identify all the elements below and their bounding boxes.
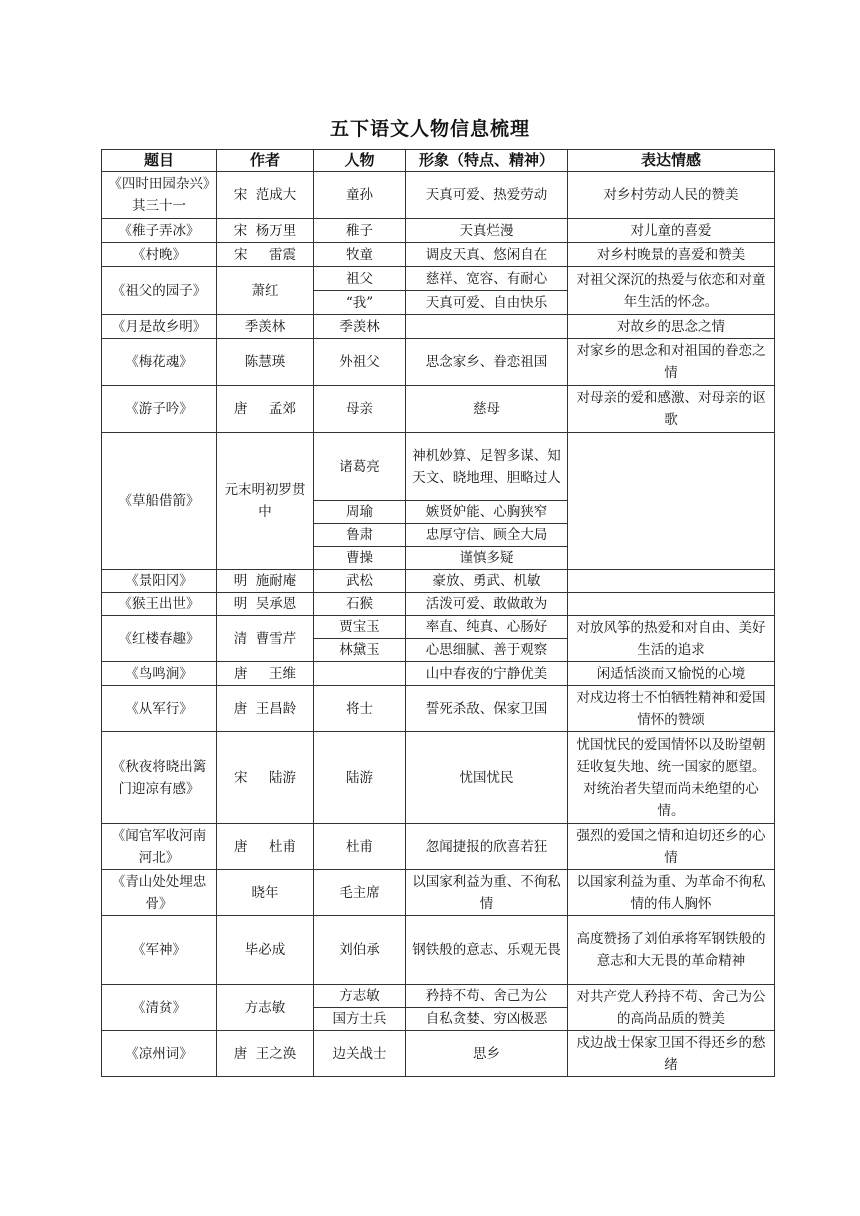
cell-emotion: 对放风筝的热爱和对自由、美好生活的追求: [568, 616, 775, 662]
cell-author: 宋 范成大: [217, 172, 314, 219]
table-row: [102, 824, 775, 870]
cell-emotion: 对乡村晚景的喜爱和赞美: [568, 243, 775, 267]
cell-image: 天真可爱、热爱劳动: [406, 172, 568, 219]
cell-emotion: [568, 433, 775, 570]
cell-person: 毛主席: [314, 870, 406, 916]
cell-person: 祖父: [314, 267, 406, 291]
cell-image: 思乡: [406, 1031, 568, 1077]
page-title: 五下语文人物信息梳理: [329, 118, 530, 140]
cell-person: 边关战士: [314, 1031, 406, 1077]
cell-title: 《月是故乡明》: [102, 315, 217, 339]
cell-author: 宋 雷震: [217, 243, 314, 267]
cell-emotion: 对乡村劳动人民的赞美: [568, 172, 775, 219]
cell-title: 《从军行》: [102, 686, 217, 732]
cell-emotion: 对母亲的爱和感激、对母亲的讴歌: [568, 386, 775, 433]
cell-title: 《祖父的园子》: [102, 267, 217, 315]
cell-author: 陈慧瑛: [217, 339, 314, 386]
cell-emotion: 闲适恬淡而又愉悦的心境: [568, 662, 775, 686]
cell-title: 《秋夜将晓出篱门迎凉有感》: [102, 732, 217, 824]
cell-image: 以国家利益为重、不徇私情: [406, 870, 568, 916]
table-row: [102, 570, 775, 593]
cell-author: 萧红: [217, 267, 314, 315]
cell-emotion: [568, 570, 775, 593]
cell-author: 明 吴承恩: [217, 593, 314, 616]
table-row: [102, 433, 775, 501]
cell-person: 曹操: [314, 547, 406, 570]
cell-image: 矜持不苟、舍己为公: [406, 985, 568, 1008]
table-row: [102, 870, 775, 916]
table-row: [102, 985, 775, 1008]
cell-image: [406, 315, 568, 339]
cell-image: 调皮天真、悠闲自在: [406, 243, 568, 267]
cell-image: 天真可爱、自由快乐: [406, 291, 568, 315]
cell-title: 《草船借箭》: [102, 433, 217, 570]
cell-image: 慈母: [406, 386, 568, 433]
cell-title: 《青山处处埋忠骨》: [102, 870, 217, 916]
cell-title: 《红楼春趣》: [102, 616, 217, 662]
table-row: [102, 243, 775, 267]
cell-author: 唐 王昌龄: [217, 686, 314, 732]
cell-emotion: 以国家利益为重、为革命不徇私情的伟人胸怀: [568, 870, 775, 916]
cell-person: 牧童: [314, 243, 406, 267]
cell-image: 忧国忧民: [406, 732, 568, 824]
cell-author: 明 施耐庵: [217, 570, 314, 593]
cell-title: 《鸟鸣涧》: [102, 662, 217, 686]
header-author: 作者: [217, 150, 314, 172]
cell-person: 诸葛亮: [314, 433, 406, 501]
cell-author: 季羡林: [217, 315, 314, 339]
cell-emotion: 对共产党人矜持不苟、舍己为公的高尚品质的赞美: [568, 985, 775, 1031]
cell-person: 国方士兵: [314, 1008, 406, 1031]
cell-emotion: [568, 593, 775, 616]
header-image: 形象（特点、精神）: [406, 150, 568, 172]
cell-title: 《景阳冈》: [102, 570, 217, 593]
cell-title: 《村晚》: [102, 243, 217, 267]
cell-title: 《梅花魂》: [102, 339, 217, 386]
cell-author: 宋 陆游: [217, 732, 314, 824]
cell-image: 思念家乡、眷恋祖国: [406, 339, 568, 386]
cell-person: 石猴: [314, 593, 406, 616]
cell-emotion: 强烈的爱国之情和迫切还乡的心情: [568, 824, 775, 870]
cell-image: 率直、纯真、心肠好: [406, 616, 568, 639]
cell-person: “我”: [314, 291, 406, 315]
cell-person: 鲁肃: [314, 524, 406, 547]
cell-image: 谨慎多疑: [406, 547, 568, 570]
cell-title: 《猴王出世》: [102, 593, 217, 616]
header-emotion: 表达情感: [568, 150, 775, 172]
cell-emotion: 对戍边将士不怕牺牲精神和爱国情怀的赞颂: [568, 686, 775, 732]
header-title: 题目: [102, 150, 217, 172]
cell-image: 自私贪婪、穷凶极恶: [406, 1008, 568, 1031]
cell-title: 《凉州词》: [102, 1031, 217, 1077]
table-row: [102, 267, 775, 291]
cell-person: 方志敏: [314, 985, 406, 1008]
cell-emotion: 对家乡的思念和对祖国的眷恋之情: [568, 339, 775, 386]
cell-person: 周瑜: [314, 501, 406, 524]
character-info-table: [101, 149, 775, 1077]
cell-image: 活泼可爱、敢做敢为: [406, 593, 568, 616]
cell-author: 清 曹雪芹: [217, 616, 314, 662]
cell-person: 母亲: [314, 386, 406, 433]
cell-person: 陆游: [314, 732, 406, 824]
cell-title: 《四时田园杂兴》其三十一: [102, 172, 217, 219]
cell-title: 《游子吟》: [102, 386, 217, 433]
header-person: 人物: [314, 150, 406, 172]
cell-image: 忽闻捷报的欣喜若狂: [406, 824, 568, 870]
cell-person: 杜甫: [314, 824, 406, 870]
table-row: [102, 686, 775, 732]
cell-title: 《军神》: [102, 916, 217, 985]
table-row: [102, 339, 775, 386]
table-row: [102, 593, 775, 616]
cell-author: 毕必成: [217, 916, 314, 985]
table-row: [102, 916, 775, 985]
cell-person: 外祖父: [314, 339, 406, 386]
cell-image: 豪放、勇武、机敏: [406, 570, 568, 593]
cell-title: 《闻官军收河南河北》: [102, 824, 217, 870]
cell-title: 《清贫》: [102, 985, 217, 1031]
cell-image: 誓死杀敌、保家卫国: [406, 686, 568, 732]
cell-person: 季羡林: [314, 315, 406, 339]
cell-image: 钢铁般的意志、乐观无畏: [406, 916, 568, 985]
table-row: [102, 172, 775, 219]
cell-emotion: 对故乡的思念之情: [568, 315, 775, 339]
table-row: [102, 732, 775, 824]
table-row: [102, 315, 775, 339]
cell-person: 林黛玉: [314, 639, 406, 662]
cell-image: 天真烂漫: [406, 219, 568, 243]
cell-person: 贾宝玉: [314, 616, 406, 639]
cell-image: 心思细腻、善于观察: [406, 639, 568, 662]
cell-author: 元末明初罗贯中: [217, 433, 314, 570]
cell-image: 慈祥、宽容、有耐心: [406, 267, 568, 291]
cell-emotion: 对祖父深沉的热爱与依恋和对童年生活的怀念。: [568, 267, 775, 315]
cell-emotion: 戍边战士保家卫国不得还乡的愁绪: [568, 1031, 775, 1077]
cell-image: 神机妙算、足智多谋、知天文、晓地理、胆略过人: [406, 433, 568, 501]
cell-author: 唐 孟郊: [217, 386, 314, 433]
cell-emotion: 忧国忧民的爱国情怀以及盼望朝廷收复失地、统一国家的愿望。对统治者失望而尚未绝望的心情。: [568, 732, 775, 824]
table-row: [102, 219, 775, 243]
cell-person: 刘伯承: [314, 916, 406, 985]
table-row: [102, 386, 775, 433]
table-row: [102, 662, 775, 686]
cell-person: 将士: [314, 686, 406, 732]
cell-person: 童孙: [314, 172, 406, 219]
cell-author: 唐 王之涣: [217, 1031, 314, 1077]
cell-image: 嫉贤妒能、心胸狭窄: [406, 501, 568, 524]
cell-person: 稚子: [314, 219, 406, 243]
cell-image: 山中春夜的宁静优美: [406, 662, 568, 686]
header-row: [102, 150, 775, 172]
cell-author: 唐 杜甫: [217, 824, 314, 870]
table-row: [102, 1031, 775, 1077]
cell-image: 忠厚守信、顾全大局: [406, 524, 568, 547]
cell-title: 《稚子弄冰》: [102, 219, 217, 243]
cell-person: 武松: [314, 570, 406, 593]
cell-author: 方志敏: [217, 985, 314, 1031]
table-row: [102, 616, 775, 639]
cell-person: [314, 662, 406, 686]
cell-emotion: 高度赞扬了刘伯承将军钢铁般的意志和大无畏的革命精神: [568, 916, 775, 985]
cell-author: 唐 王维: [217, 662, 314, 686]
cell-author: 宋 杨万里: [217, 219, 314, 243]
cell-author: 晓年: [217, 870, 314, 916]
cell-emotion: 对儿童的喜爱: [568, 219, 775, 243]
